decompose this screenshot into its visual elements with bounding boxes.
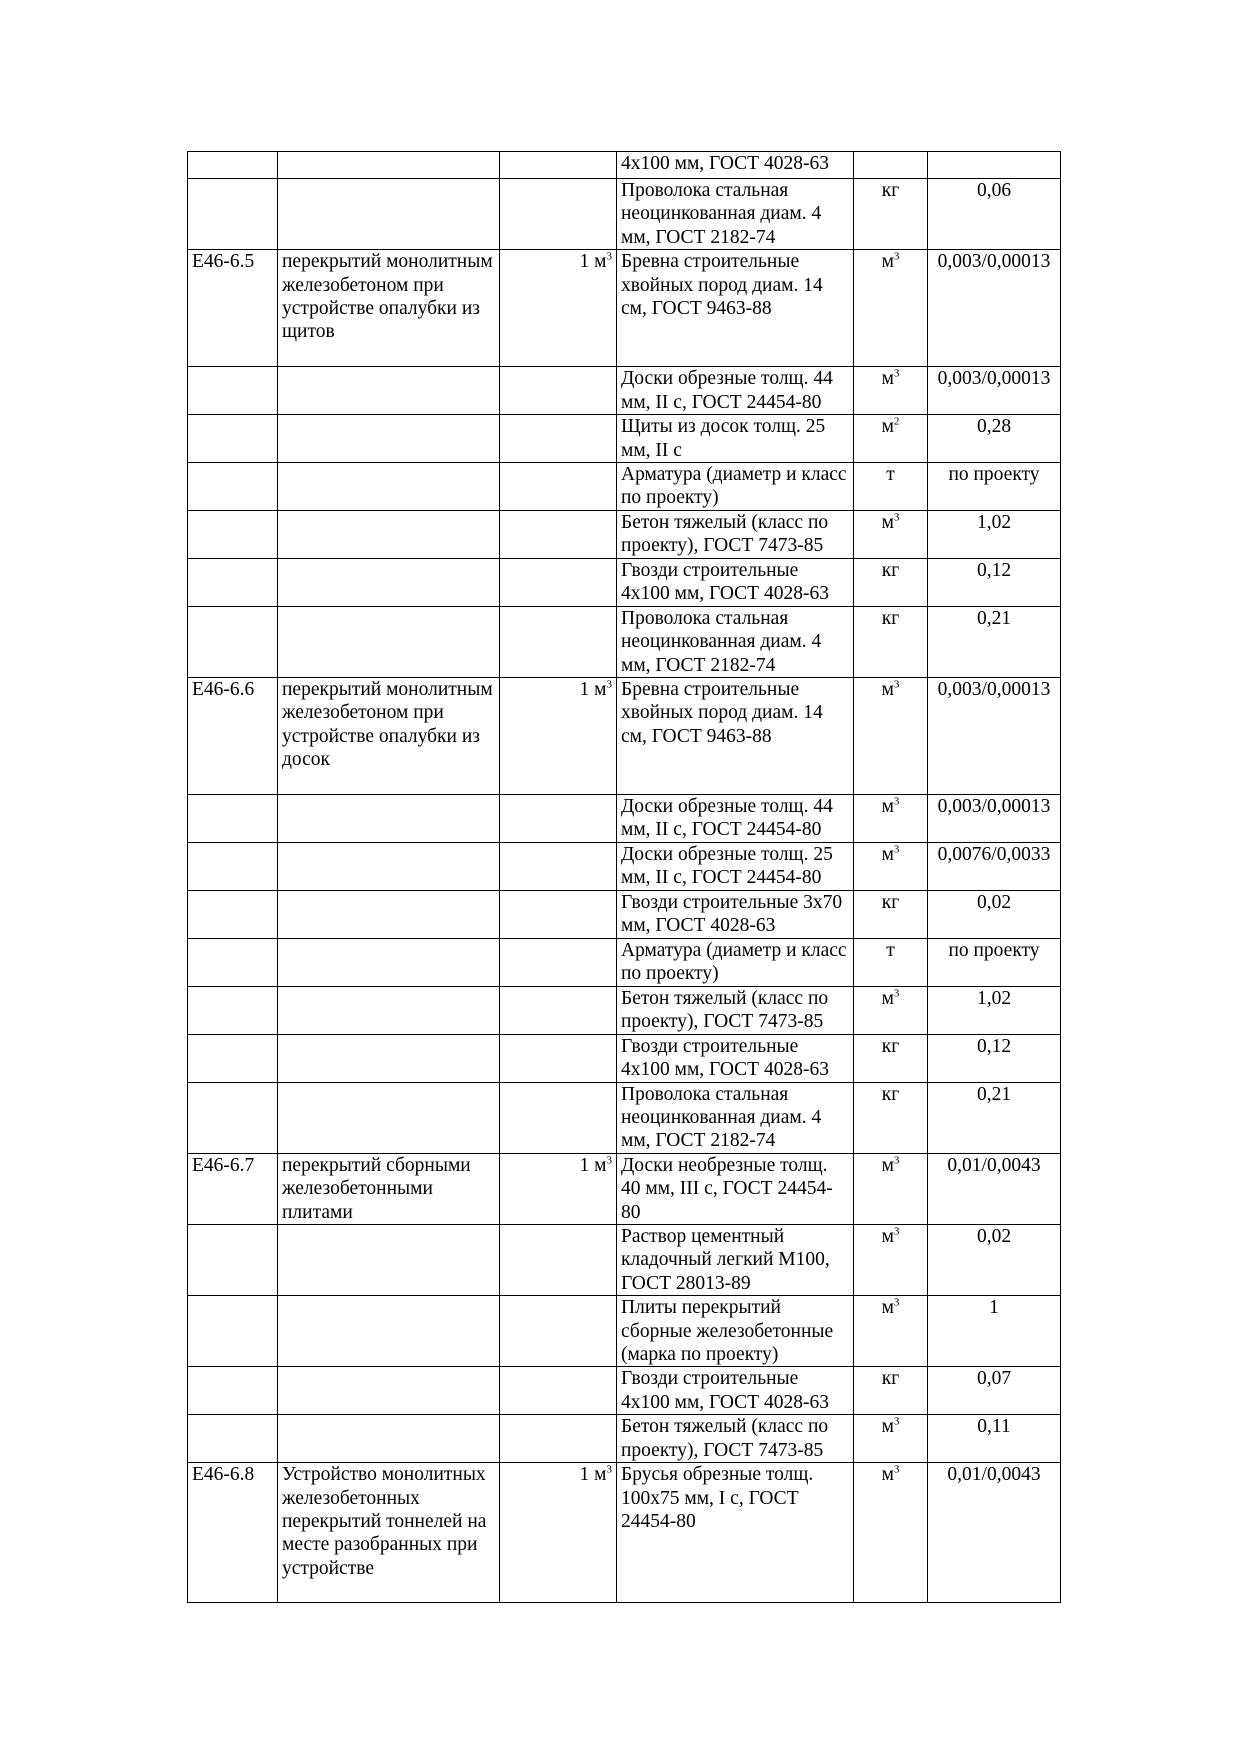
measure-unit-cell-exponent: 3 — [893, 250, 900, 263]
norm-unit-cell — [500, 558, 617, 606]
quantity-cell-text: 0,12 — [976, 1035, 1012, 1057]
resource-name-cell-text: Доски обрезные толщ. 44 мм, II с, ГОСТ 24454-80 — [621, 368, 833, 413]
resource-name-cell — [617, 558, 854, 606]
work-name-cell — [278, 367, 500, 415]
norm-unit-cell-exponent: 3 — [606, 1463, 612, 1476]
table-row — [188, 1463, 1061, 1603]
resource-name-cell — [617, 1463, 854, 1603]
quantity-cell — [928, 986, 1061, 1034]
measure-unit-cell — [854, 463, 928, 511]
quantity-cell — [928, 795, 1061, 843]
resource-name-cell-text: Щиты из досок толщ. 25 мм, II с — [621, 416, 826, 461]
quantity-cell-text: 0,02 — [976, 1225, 1012, 1247]
quantity-cell-text: 0,21 — [976, 1083, 1012, 1105]
norm-code-cell-text: Е46-6.5 — [192, 251, 255, 273]
resource-name-cell — [617, 1367, 854, 1415]
table-row — [188, 511, 1061, 559]
work-name-cell-text: перекрытий монолитным железобетоном при устройстве опалубки из щитов — [282, 251, 493, 343]
measure-unit-cell — [854, 986, 928, 1034]
norm-code-cell — [188, 367, 278, 415]
norm-unit-cell — [500, 842, 617, 890]
norm-unit-cell — [500, 1367, 617, 1415]
work-name-cell — [278, 1153, 500, 1224]
measure-unit-cell-text: м — [881, 843, 894, 865]
table-row — [188, 1367, 1061, 1415]
table-row — [188, 842, 1061, 890]
norm-unit-cell — [500, 1415, 617, 1463]
resource-name-cell-text: Проволока стальная неоцинкованная диам. 4 мм, ГОСТ 2182-74 — [621, 180, 822, 248]
measure-unit-cell-text: т — [886, 464, 895, 486]
resource-name-cell — [617, 1153, 854, 1224]
norm-unit-cell-exponent: 3 — [606, 678, 612, 691]
work-name-cell — [278, 986, 500, 1034]
quantity-cell — [928, 367, 1061, 415]
norm-code-cell — [188, 558, 278, 606]
measure-unit-cell-exponent: 3 — [893, 795, 900, 808]
measure-unit-cell — [854, 606, 928, 677]
measure-unit-cell — [854, 938, 928, 986]
work-name-cell — [278, 152, 500, 179]
work-name-cell — [278, 415, 500, 463]
norm-unit-cell — [500, 1153, 617, 1224]
resource-name-cell-text: Бревна строительные хвойных пород диам. 14 см, ГОСТ 9463-88 — [621, 251, 823, 320]
measure-unit-cell-text: м — [881, 251, 894, 273]
resource-name-cell — [617, 986, 854, 1034]
measure-unit-cell-exponent: 3 — [893, 1463, 900, 1476]
resource-name-cell-text: Плиты перекрытий сборные железобетонные (марка по проекту) — [621, 1297, 834, 1365]
resource-name-cell — [617, 678, 854, 795]
norm-unit-cell — [500, 795, 617, 843]
norm-unit-cell — [500, 152, 617, 179]
measure-unit-cell — [854, 250, 928, 367]
quantity-cell-text: 0,12 — [976, 559, 1012, 581]
measure-unit-cell — [854, 1082, 928, 1153]
resource-name-cell — [617, 1082, 854, 1153]
table-body — [188, 152, 1061, 1603]
quantity-cell-text: 1,02 — [976, 512, 1012, 534]
norm-unit-cell — [500, 606, 617, 677]
quantity-cell — [928, 1367, 1061, 1415]
measure-unit-cell-text: кг — [881, 180, 900, 201]
measure-unit-cell — [854, 842, 928, 890]
table-row — [188, 250, 1061, 367]
table-row — [188, 795, 1061, 843]
norm-code-cell — [188, 1415, 278, 1463]
table-row — [188, 1153, 1061, 1224]
table-row — [188, 606, 1061, 677]
measure-unit-cell-text: м — [881, 1416, 894, 1438]
resource-name-cell — [617, 511, 854, 559]
norm-unit-cell — [500, 1224, 617, 1295]
quantity-cell — [928, 511, 1061, 559]
resource-name-cell — [617, 938, 854, 986]
quantity-cell — [928, 1153, 1061, 1224]
measure-unit-cell-text: м — [881, 512, 894, 534]
resource-name-cell-text: Арматура (диаметр и класс по проекту) — [621, 939, 847, 985]
norm-unit-cell — [500, 890, 617, 938]
quantity-cell — [928, 1082, 1061, 1153]
table-row — [188, 1082, 1061, 1153]
quantity-cell-text: 0,01/0,0043 — [947, 1464, 1041, 1486]
resource-name-cell-text: Бревна строительные хвойных пород диам. 14 см, ГОСТ 9463-88 — [621, 679, 823, 747]
norm-unit-cell — [500, 1463, 617, 1603]
resource-name-cell-text: Раствор цементный кладочный легкий М100, ГОСТ 28013-89 — [621, 1225, 830, 1294]
quantity-cell — [928, 152, 1061, 179]
quantity-cell — [928, 890, 1061, 938]
quantity-cell-text: 0,11 — [977, 1416, 1011, 1438]
measure-unit-cell-text: м — [881, 416, 894, 438]
resource-name-cell-text: Бетон тяжелый (класс по проекту), ГОСТ 7473-85 — [621, 512, 829, 557]
measure-unit-cell-exponent: 3 — [893, 1296, 900, 1309]
table-row — [188, 463, 1061, 511]
resource-name-cell — [617, 179, 854, 250]
resource-name-cell-text: Доски обрезные толщ. 44 мм, II с, ГОСТ 24454-80 — [621, 796, 833, 841]
measure-unit-cell — [854, 415, 928, 463]
work-name-cell — [278, 1034, 500, 1082]
norm-unit-cell-text: 1 м — [579, 679, 607, 701]
norm-code-cell-text: Е46-6.8 — [192, 1464, 255, 1486]
measure-unit-cell — [854, 1415, 928, 1463]
work-name-cell-text: Устройство монолитных железобетонных перекрытий тоннелей на месте разобранных при устройстве — [282, 1464, 487, 1579]
norm-unit-cell — [500, 1296, 617, 1367]
resource-name-cell-text: Доски обрезные толщ. 25 мм, II с, ГОСТ 24454-80 — [621, 843, 833, 889]
measure-unit-cell-exponent: 3 — [893, 1415, 900, 1428]
measure-unit-cell — [854, 1034, 928, 1082]
norm-code-cell — [188, 463, 278, 511]
quantity-cell — [928, 250, 1061, 367]
resource-name-cell-text: Арматура (диаметр и класс по проекту) — [621, 464, 847, 509]
quantity-cell-text: 0,06 — [976, 180, 1012, 201]
resource-name-cell — [617, 463, 854, 511]
measure-unit-cell — [854, 1153, 928, 1224]
quantity-cell-text: по проекту — [948, 939, 1040, 961]
resource-name-cell-text: Гвозди строительные 4х100 мм, ГОСТ 4028-63 — [621, 559, 829, 605]
norm-code-cell — [188, 1296, 278, 1367]
norm-code-cell — [188, 795, 278, 843]
norm-code-cell — [188, 606, 278, 677]
norm-unit-cell-text: 1 м — [579, 1154, 607, 1176]
quantity-cell-text: 0,07 — [976, 1368, 1012, 1390]
norm-code-cell — [188, 1224, 278, 1295]
work-name-cell — [278, 511, 500, 559]
measure-unit-cell-text: т — [886, 939, 895, 961]
quantity-cell — [928, 1034, 1061, 1082]
measure-unit-cell — [854, 558, 928, 606]
norm-code-cell — [188, 1367, 278, 1415]
resource-name-cell-text: Бетон тяжелый (класс по проекту), ГОСТ 7473-85 — [621, 987, 829, 1033]
work-name-cell — [278, 842, 500, 890]
measure-unit-cell-text: кг — [881, 891, 900, 913]
quantity-cell — [928, 463, 1061, 511]
work-name-cell — [278, 1224, 500, 1295]
resource-name-cell-text: Проволока стальная неоцинкованная диам. 4 мм, ГОСТ 2182-74 — [621, 1083, 822, 1152]
norm-code-cell — [188, 250, 278, 367]
table-row — [188, 1415, 1061, 1463]
quantity-cell-text: 0,003/0,00013 — [937, 368, 1051, 390]
norm-code-cell — [188, 986, 278, 1034]
quantity-cell — [928, 1415, 1061, 1463]
norm-unit-cell-text: 1 м — [579, 1464, 607, 1486]
quantity-cell — [928, 606, 1061, 677]
work-name-cell — [278, 1082, 500, 1153]
norm-unit-cell — [500, 938, 617, 986]
quantity-cell — [928, 1296, 1061, 1367]
measure-unit-cell-exponent: 3 — [893, 678, 900, 691]
norm-code-cell — [188, 1034, 278, 1082]
resource-name-cell — [617, 842, 854, 890]
work-name-cell-text: перекрытий монолитным железобетоном при устройстве опалубки из досок — [282, 679, 493, 771]
resource-name-cell-text: 4х100 мм, ГОСТ 4028-63 — [621, 153, 829, 174]
measure-unit-cell-text: кг — [881, 559, 900, 581]
resource-name-cell — [617, 415, 854, 463]
quantity-cell-text: 0,0076/0,0033 — [937, 843, 1051, 865]
quantity-cell-text: 1,02 — [976, 987, 1012, 1009]
work-name-cell — [278, 463, 500, 511]
quantity-cell-text: по проекту — [948, 464, 1040, 486]
resource-name-cell-text: Бетон тяжелый (класс по проекту), ГОСТ 7473-85 — [621, 1416, 829, 1461]
table-row — [188, 890, 1061, 938]
norm-code-cell — [188, 415, 278, 463]
resource-name-cell — [617, 1034, 854, 1082]
resource-name-cell — [617, 1224, 854, 1295]
work-name-cell — [278, 1415, 500, 1463]
norm-unit-cell — [500, 1082, 617, 1153]
table-row — [188, 558, 1061, 606]
measure-unit-cell-text: м — [881, 1154, 894, 1176]
measure-unit-cell — [854, 795, 928, 843]
table-row — [188, 678, 1061, 795]
norm-unit-cell-text: 1 м — [579, 251, 607, 273]
norm-unit-cell — [500, 1034, 617, 1082]
measure-unit-cell-text: кг — [881, 1083, 900, 1105]
resource-name-cell-text: Гвозди строительные 3х70 мм, ГОСТ 4028-63 — [621, 891, 843, 937]
work-name-cell — [278, 938, 500, 986]
norm-unit-cell — [500, 250, 617, 367]
quantity-cell-text: 1 — [989, 1297, 999, 1319]
work-name-cell — [278, 179, 500, 250]
quantity-cell — [928, 179, 1061, 250]
quantity-cell-text: 0,02 — [976, 891, 1012, 913]
norm-unit-cell-exponent: 3 — [606, 250, 612, 263]
measure-unit-cell — [854, 1463, 928, 1603]
norm-code-cell — [188, 678, 278, 795]
quantity-cell — [928, 558, 1061, 606]
norm-unit-cell — [500, 511, 617, 559]
measure-unit-cell — [854, 367, 928, 415]
measure-unit-cell — [854, 890, 928, 938]
work-name-cell — [278, 678, 500, 795]
resource-name-cell — [617, 890, 854, 938]
measure-unit-cell-text: м — [881, 368, 894, 390]
quantity-cell-text: 0,003/0,00013 — [937, 251, 1051, 273]
table-row — [188, 179, 1061, 250]
quantity-cell — [928, 678, 1061, 795]
norm-code-cell — [188, 1082, 278, 1153]
resource-name-cell — [617, 1415, 854, 1463]
measure-unit-cell — [854, 179, 928, 250]
resource-norms-table — [187, 151, 1061, 1603]
norm-code-cell — [188, 511, 278, 559]
measure-unit-cell-text: м — [881, 1464, 894, 1486]
norm-code-cell — [188, 1153, 278, 1224]
norm-code-cell-text: Е46-6.6 — [192, 679, 255, 701]
work-name-cell — [278, 606, 500, 677]
quantity-cell-text: 0,003/0,00013 — [937, 796, 1051, 818]
measure-unit-cell-text: м — [881, 679, 894, 701]
work-name-cell — [278, 1296, 500, 1367]
measure-unit-cell-exponent: 3 — [893, 843, 900, 856]
quantity-cell — [928, 1224, 1061, 1295]
norm-code-cell-text: Е46-6.7 — [192, 1154, 255, 1176]
resource-name-cell — [617, 606, 854, 677]
measure-unit-cell-exponent: 3 — [893, 1225, 900, 1238]
measure-unit-cell-exponent: 2 — [893, 415, 900, 428]
norm-unit-cell — [500, 678, 617, 795]
table-row — [188, 1034, 1061, 1082]
table-row — [188, 415, 1061, 463]
measure-unit-cell-exponent: 3 — [893, 987, 900, 1000]
measure-unit-cell — [854, 1224, 928, 1295]
norm-unit-cell — [500, 367, 617, 415]
quantity-cell — [928, 842, 1061, 890]
resource-name-cell — [617, 795, 854, 843]
resource-name-cell — [617, 250, 854, 367]
resource-name-cell-text: Доски необрезные толщ. 40 мм, III с, ГОСТ 24454-80 — [621, 1154, 833, 1223]
norm-unit-cell-exponent: 3 — [606, 1154, 612, 1167]
resource-name-cell-text: Брусья обрезные толщ. 100х75 мм, I с, ГОСТ 24454-80 — [621, 1464, 814, 1532]
measure-unit-cell-text: кг — [881, 1035, 900, 1057]
norm-code-cell — [188, 1463, 278, 1603]
norm-code-cell — [188, 890, 278, 938]
measure-unit-cell-text: м — [881, 987, 894, 1009]
work-name-cell — [278, 250, 500, 367]
resource-name-cell-text: Гвозди строительные 4х100 мм, ГОСТ 4028-63 — [621, 1368, 829, 1413]
work-name-cell — [278, 1463, 500, 1603]
quantity-cell-text: 0,28 — [976, 416, 1012, 438]
resource-name-cell — [617, 1296, 854, 1367]
measure-unit-cell-text: кг — [881, 607, 900, 629]
quantity-cell — [928, 1463, 1061, 1603]
measure-unit-cell-exponent: 3 — [893, 1154, 900, 1167]
norm-code-cell — [188, 179, 278, 250]
quantity-cell — [928, 938, 1061, 986]
table-row — [188, 986, 1061, 1034]
quantity-cell — [928, 415, 1061, 463]
table-row — [188, 938, 1061, 986]
work-name-cell — [278, 558, 500, 606]
norm-code-cell — [188, 842, 278, 890]
measure-unit-cell — [854, 152, 928, 179]
measure-unit-cell — [854, 1367, 928, 1415]
measure-unit-cell-exponent: 3 — [893, 367, 900, 380]
work-name-cell — [278, 1367, 500, 1415]
quantity-cell-text: 0,003/0,00013 — [937, 679, 1051, 701]
norm-unit-cell — [500, 986, 617, 1034]
norm-unit-cell — [500, 415, 617, 463]
measure-unit-cell-exponent: 3 — [893, 511, 900, 524]
measure-unit-cell-text: м — [881, 1297, 894, 1319]
table-row — [188, 152, 1061, 179]
quantity-cell-text: 0,01/0,0043 — [947, 1154, 1041, 1176]
resource-name-cell — [617, 152, 854, 179]
resource-name-cell — [617, 367, 854, 415]
resource-name-cell-text: Проволока стальная неоцинкованная диам. 4 мм, ГОСТ 2182-74 — [621, 607, 822, 676]
measure-unit-cell-text: кг — [881, 1368, 900, 1390]
measure-unit-cell — [854, 511, 928, 559]
norm-unit-cell — [500, 179, 617, 250]
measure-unit-cell — [854, 1296, 928, 1367]
measure-unit-cell-text: м — [881, 1225, 894, 1247]
norm-code-cell — [188, 152, 278, 179]
resource-name-cell-text: Гвозди строительные 4х100 мм, ГОСТ 4028-63 — [621, 1035, 829, 1080]
table-row — [188, 367, 1061, 415]
table-row — [188, 1224, 1061, 1295]
norm-unit-cell — [500, 463, 617, 511]
norm-code-cell — [188, 938, 278, 986]
quantity-cell-text: 0,21 — [976, 607, 1012, 629]
measure-unit-cell — [854, 678, 928, 795]
work-name-cell-text: перекрытий сборными железобетонными плитами — [282, 1154, 471, 1223]
measure-unit-cell-text: м — [881, 796, 894, 818]
work-name-cell — [278, 890, 500, 938]
table-row — [188, 1296, 1061, 1367]
work-name-cell — [278, 795, 500, 843]
